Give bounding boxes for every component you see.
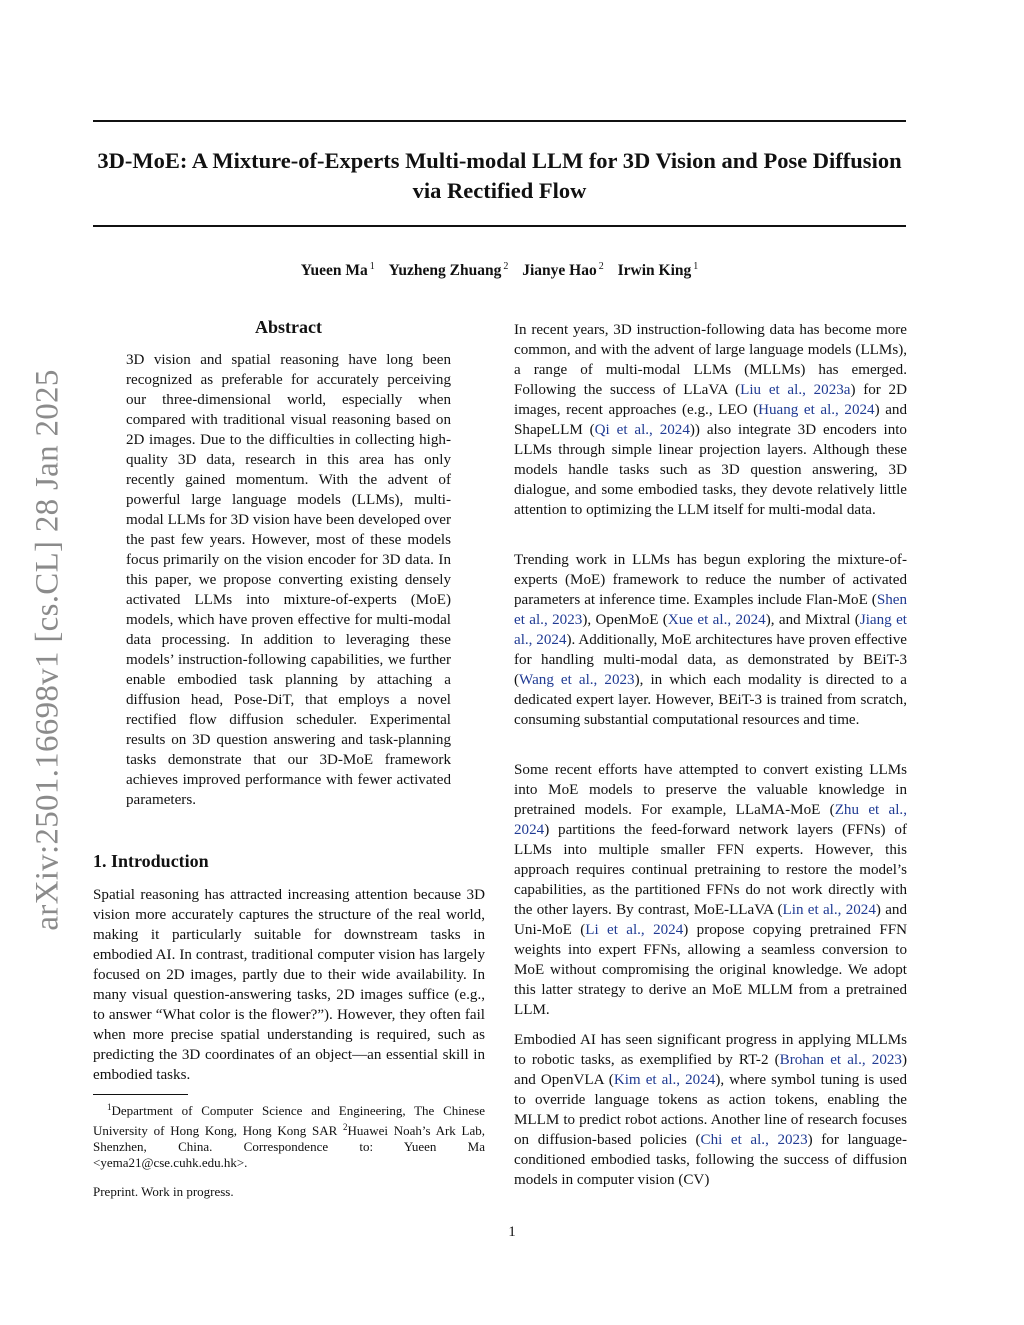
author: Irwin King $^1$ — [617, 261, 699, 279]
body-text: ). Additionally, MoE architectures have proven effective for handling multi-modal data, as demonstrated by BEiT-3 ( — [514, 632, 907, 688]
affiliation-mark: 1 — [693, 261, 699, 272]
right-paragraph — [514, 1030, 907, 1190]
citation-link[interactable]: Brohan et al., 2023 — [779, 1052, 902, 1068]
body-text: ) for 2D images, recent approaches (e.g., LEO ( — [514, 382, 907, 418]
abstract-heading: Abstract — [255, 317, 322, 337]
citation-link[interactable]: Li et al., 2024 — [585, 922, 684, 938]
citation-link[interactable]: Jiang et al., 2024 — [514, 612, 907, 648]
author: Yuzheng Zhuang $^2$ — [388, 261, 509, 279]
body-text: ) and OpenVLA ( — [514, 1052, 908, 1088]
body-text: Embodied AI has seen significant progress in applying MLLMs to robotic tasks, as exemplified by RT-2 ( — [514, 1032, 907, 1068]
footnote-rule — [93, 1094, 188, 1095]
affiliation-mark: 2 — [598, 261, 604, 272]
body-text: )) also integrate 3D encoders into LLMs through simple linear projection layers. Although these models handle tasks such as 3D question answering, 3D dialogue, and some embodied tasks, they devote relatively little attention to optimizing the LLM itself for multi-modal data. — [514, 422, 907, 518]
body-text: ) and Uni-MoE ( — [514, 902, 907, 938]
preprint-note: Preprint. Work in progress. — [93, 1184, 234, 1199]
body-text: ), in which each modality is directed to a dedicated expert layer. However, BEiT-3 is trained from scratch, consuming substantial computational resources and time. — [514, 672, 907, 728]
affiliation-footnote: $^1$Department of Computer Science and Engineering, The Chinese University of Hong Kong, Hong Kong SAR $^2$Huawei Noah’s Ark Lab, Shenzhen, China. Correspondence to: Yueen Ma <yema21@cse.cuhk.edu.hk>. — [93, 1102, 485, 1170]
author-list — [93, 261, 906, 280]
citation-link[interactable]: Kim et al., 2024 — [613, 1072, 716, 1088]
citation-link[interactable]: Zhu et al., 2024 — [514, 802, 907, 838]
citation-link[interactable]: Liu et al., 2023a — [740, 382, 851, 398]
body-text: ) partitions the feed-forward network layers (FFNs) of LLMs into multiple smaller FFN experts. However, this approach requires continual pretraining to restore the model’s capabilities, as the partitioned FFNs do not work directly with the other layers. By contrast, MoE-LLaVA ( — [514, 822, 907, 918]
title-rule-bottom — [93, 225, 906, 227]
citation-link[interactable]: Wang et al., 2023 — [519, 672, 635, 688]
body-text: ) for language-conditioned embodied tasks, following the success of diffusion models in computer vision (CV) — [514, 1132, 907, 1188]
page-number: 1 — [508, 1224, 516, 1240]
section-heading-introduction: 1. Introduction — [93, 851, 209, 871]
right-paragraph — [514, 550, 907, 730]
body-text: ), where symbol tuning is used to override language tokens as action tokens, enabling the MLLM to predict robot actions. Another line of research focuses on diffusion-based policies ( — [514, 1072, 908, 1148]
body-text: ), OpenMoE ( — [582, 612, 668, 628]
arxiv-stamp: arXiv:2501.16698v1 [cs.CL] 28 Jan 2025 — [29, 369, 66, 931]
body-text: ) and ShapeLLM ( — [514, 402, 907, 438]
body-text: ), and Mixtral ( — [765, 612, 860, 628]
body-text: ) propose copying pretrained FFN weights into expert FFNs, allowing a seamless conversion to MoE without compromising the original knowledge. We adopt this latter strategy to derive an MoE MLLM from a pretrained LLM. — [514, 922, 908, 1018]
citation-link[interactable]: Qi et al., 2024 — [594, 422, 690, 438]
citation-link[interactable]: Chi et al., 2023 — [700, 1132, 808, 1148]
body-text: In recent years, 3D instruction-following data has become more common, and with the advent of large language models (LLMs), a range of multi-modal LLMs (MLLMs) has emerged. Following the success of LLaVA ( — [514, 322, 907, 398]
author: Yueen Ma $^1$ — [300, 261, 375, 279]
paper-title: 3D-MoE: A Mixture-of-Experts Multi-modal LLM for 3D Vision and Pose Diffusion via Rectified Flow — [97, 148, 902, 203]
citation-link[interactable]: Lin et al., 2024 — [782, 902, 876, 918]
citation-link[interactable]: Shen et al., 2023 — [514, 592, 907, 628]
author: Jianye Hao $^2$ — [522, 261, 604, 279]
title-rule-top — [93, 120, 906, 122]
affiliation-mark: 1 — [369, 261, 375, 272]
body-text: Some recent efforts have attempted to convert existing LLMs into MoE models to preserve the valuable knowledge in pretrained models. For example, LLaMA-MoE ( — [514, 762, 907, 818]
citation-link[interactable]: Xue et al., 2024 — [667, 612, 766, 628]
right-paragraph — [514, 320, 907, 520]
affiliation-mark: 2 — [503, 261, 509, 272]
citation-link[interactable]: Huang et al., 2024 — [758, 402, 875, 418]
intro-paragraph: Spatial reasoning has attracted increasing attention because 3D vision more accurately captures the structure of the real world, making it particularly suitable for downstream tasks in embodied AI. In contrast, traditional computer vision has largely focused on 2D images, partly due to their wide availability. In many visual question-answering tasks, 2D images suffice (e.g., to answer “What color is the flower?”). However, they often fail when more precise spatial understanding is required, such as predicting the 3D coordinates of an object—an essential skill in embodied tasks. — [93, 887, 485, 1083]
abstract-text: 3D vision and spatial reasoning have long been recognized as preferable for accurately perceiving our three-dimensional world, especially when compared with traditional visual reasoning based on 2D images. Due to the difficulties in collecting high-quality 3D data, research in this area has only recently gained momentum. With the advent of powerful large language models (LLMs), multi-modal LLMs for 3D vision have been developed over the past few years. However, most of these models focus primarily on the vision encoder for 3D data. In this paper, we propose converting existing densely activated LLMs into mixture-of-experts (MoE) models, which have proven effective for multi-modal data processing. In addition to leveraging these models’ instruction-following capabilities, we further enable embodied task planning by attaching a diffusion head, Pose-DiT, that employs a novel rectified flow diffusion scheduler. Experimental results on 3D question answering and task-planning tasks demonstrate that our 3D-MoE framework achieves improved performance with fewer activated parameters. — [126, 352, 451, 808]
body-text: Trending work in LLMs has begun exploring the mixture-of-experts (MoE) framework to reduce the number of activated parameters at inference time. Examples include Flan-MoE ( — [514, 552, 907, 608]
right-paragraph — [514, 760, 907, 1020]
